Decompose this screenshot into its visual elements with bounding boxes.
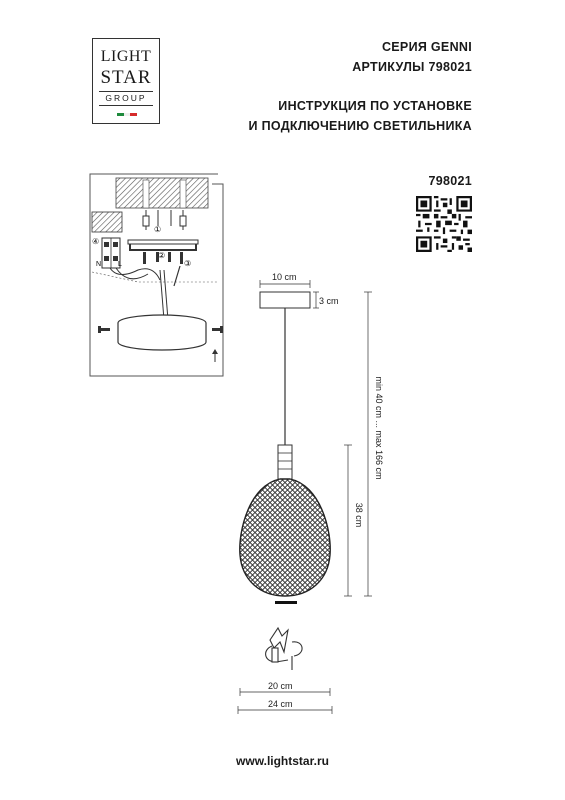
lamp-dimension-drawing xyxy=(230,270,430,720)
qr-code-icon xyxy=(416,196,472,252)
instruction-title-line2: И ПОДКЛЮЧЕНИЮ СВЕТИЛЬНИКА xyxy=(248,119,472,133)
logo-text-light: LIGHT xyxy=(100,48,152,65)
logo-text-group: GROUP xyxy=(105,93,147,103)
wire-label-n: N xyxy=(96,261,102,268)
logo-rule-bottom xyxy=(99,105,153,106)
total-height-label: min 40 cm ... max 166 cm xyxy=(374,376,384,480)
ceiling-section xyxy=(116,178,208,208)
step-3-marker: ③ xyxy=(184,259,192,268)
shade-height-label: 38 cm xyxy=(354,502,364,528)
step-2-marker: ② xyxy=(158,251,166,260)
bulb-bar xyxy=(275,601,297,604)
article-number: АРТИКУЛЫ 798021 xyxy=(352,60,472,74)
canopy-width-label: 10 cm xyxy=(272,272,297,282)
outer-width-label: 24 cm xyxy=(268,699,293,709)
website-link[interactable]: www.lightstar.ru xyxy=(236,754,329,768)
series-title: СЕРИЯ GENNI xyxy=(381,40,472,54)
brand-logo xyxy=(92,38,160,124)
mesh-shade xyxy=(240,479,330,596)
wire-label-l: L xyxy=(118,261,122,268)
model-code: 798021 xyxy=(428,174,472,188)
dowel-icons xyxy=(143,210,186,230)
step-4-marker: ④ xyxy=(92,237,100,246)
logo-text-star: STAR xyxy=(100,67,152,88)
rotate-bulb-icon xyxy=(266,628,302,670)
canopy-shape xyxy=(260,292,310,308)
socket xyxy=(278,445,292,479)
step-1-marker: ① xyxy=(154,225,162,234)
instruction-title-line1: ИНСТРУКЦИЯ ПО УСТАНОВКЕ xyxy=(278,99,472,113)
logo-rule-top xyxy=(99,91,153,92)
inner-width-label: 20 cm xyxy=(268,681,293,691)
canopy-height-label: 3 cm xyxy=(319,296,339,306)
italian-flag-icon xyxy=(117,113,137,116)
